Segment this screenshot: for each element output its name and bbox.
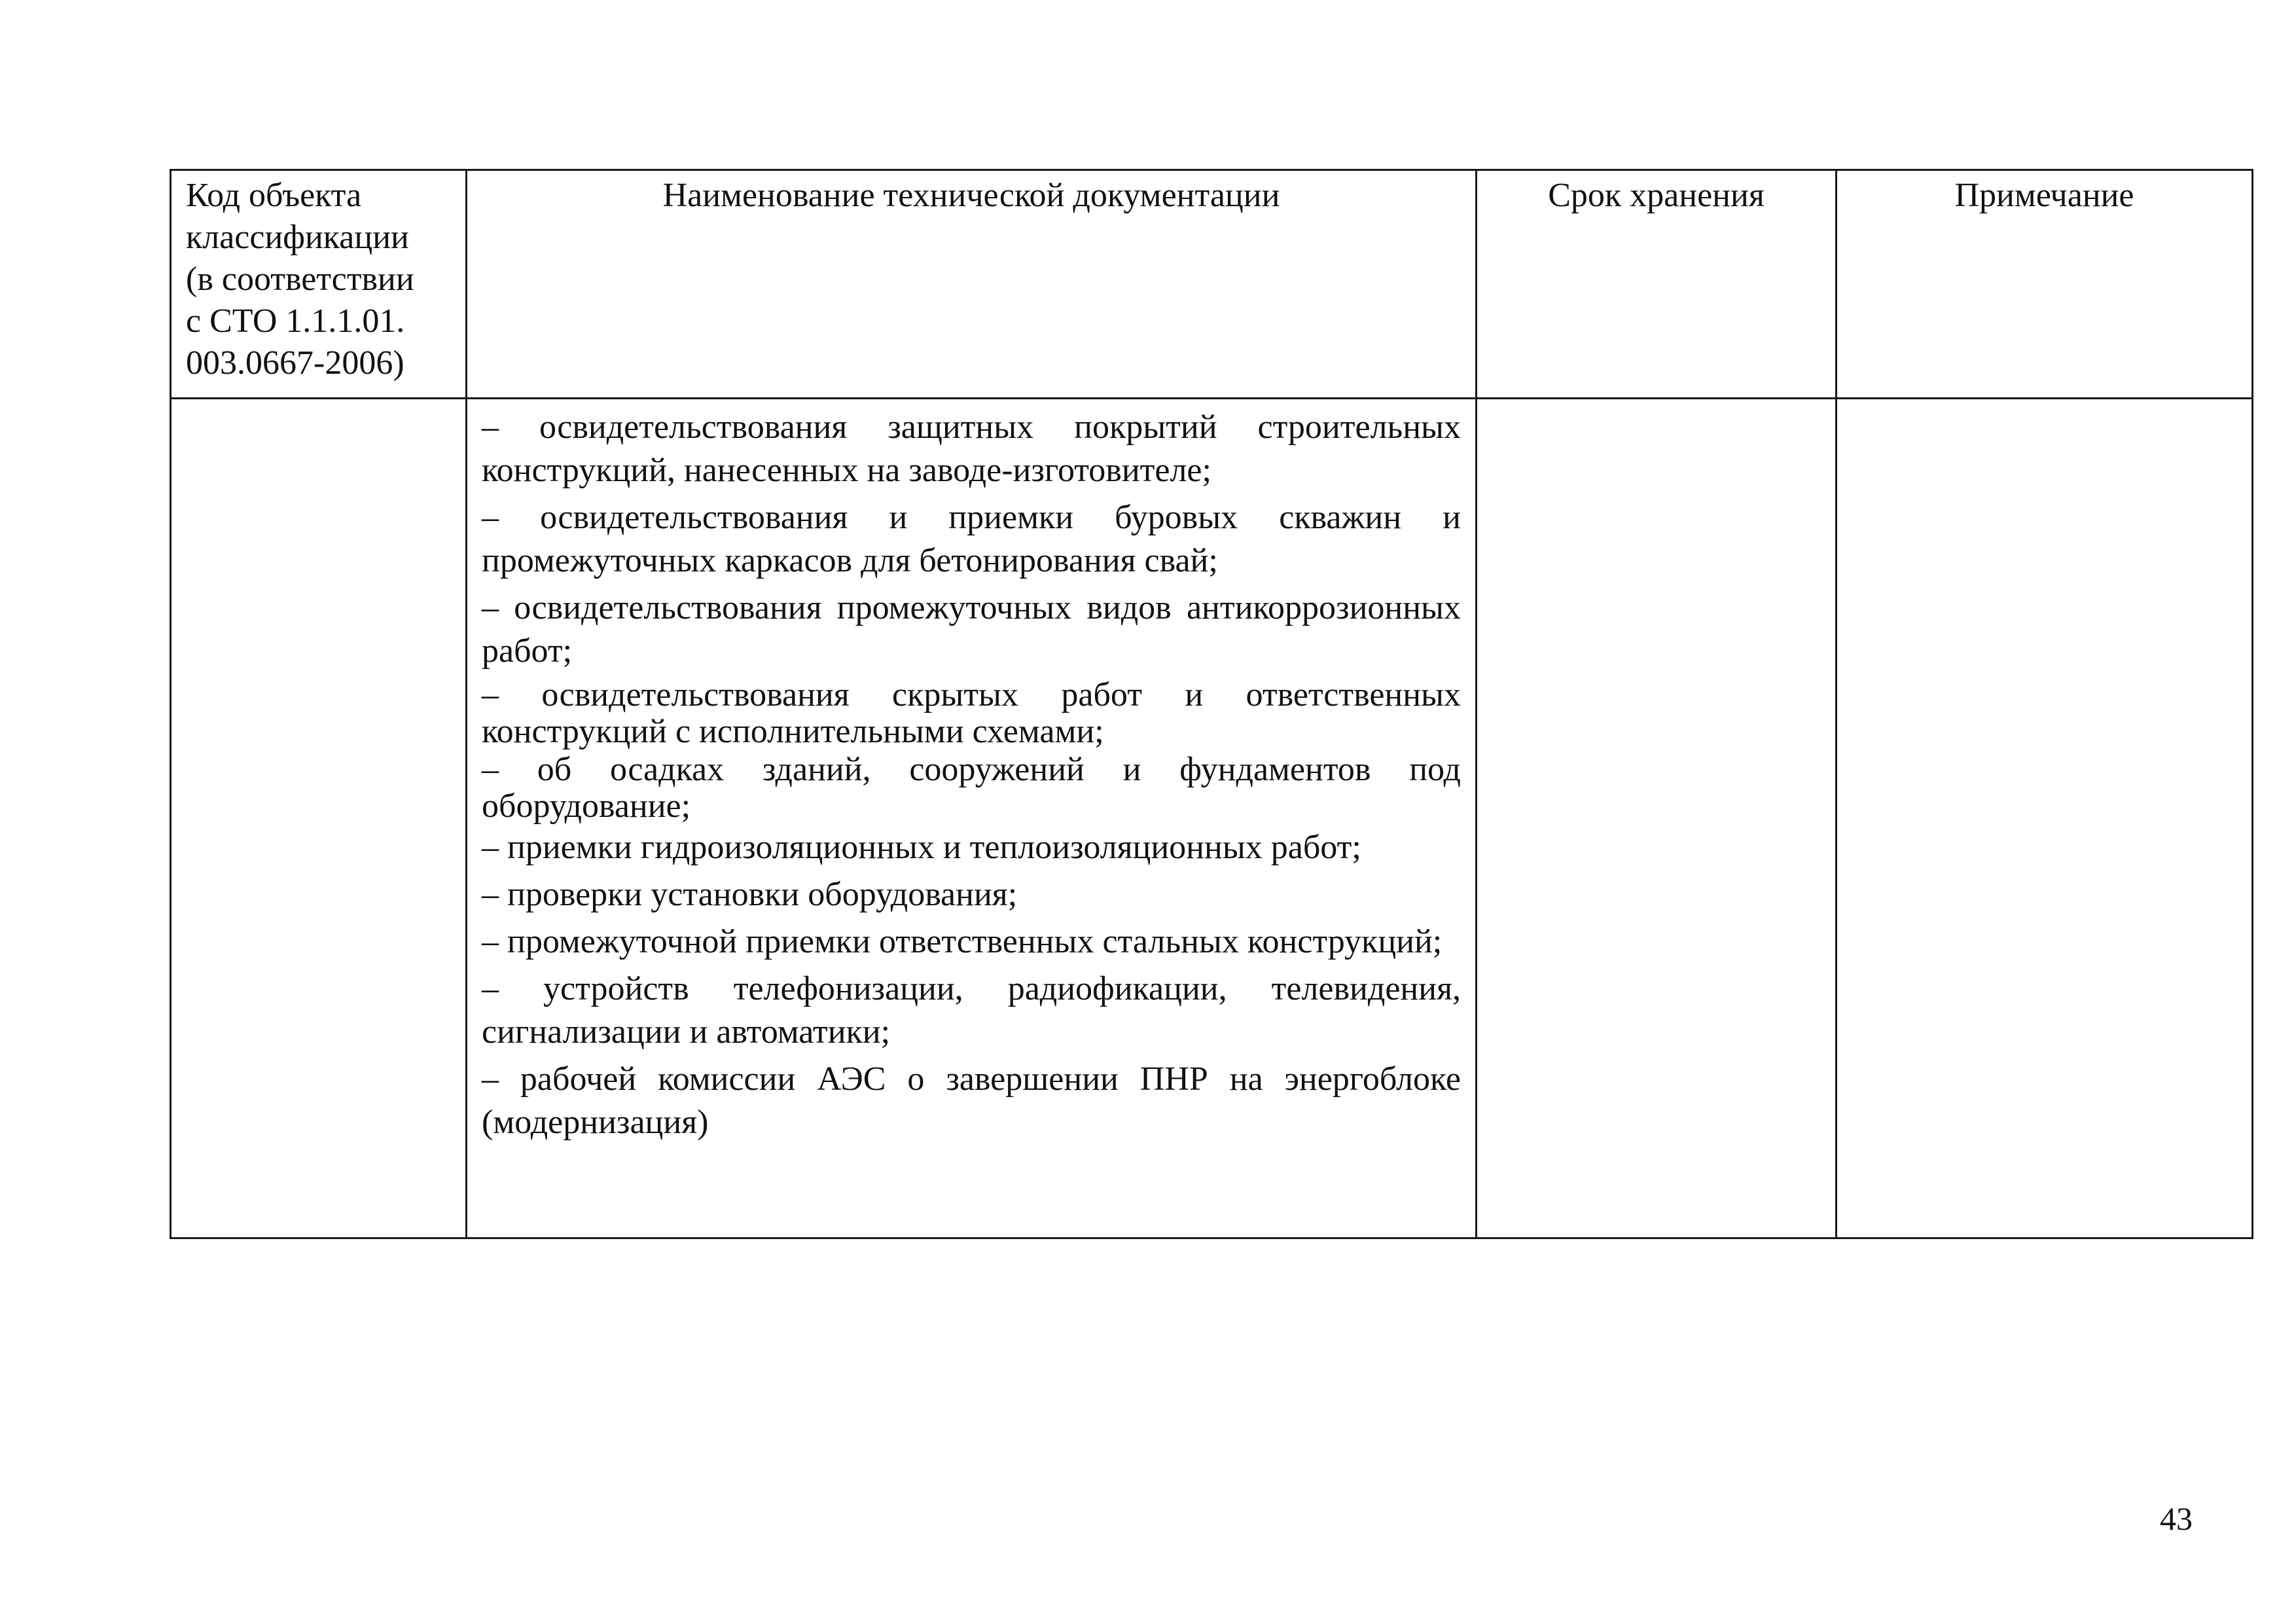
header-classification-code: Код объекта классификации (в соответствии с СТО 1.1.1.01. 003.0667-2006) (171, 170, 467, 399)
page-number: 43 (2160, 1500, 2193, 1537)
list-item: – об осадках зданий, сооружений и фундаментов под оборудование; (482, 751, 1461, 825)
cell-storage-period (1477, 399, 1837, 1238)
list-item: – промежуточной приемки ответственных стальных конструкций; (482, 923, 1443, 960)
list-item: – освидетельствования скрытых работ и ответственных конструкций с исполнительными схемами; (482, 676, 1461, 750)
list-item: – рабочей комиссии АЭС о завершении ПНР на энергоблоке (модернизация) (482, 1060, 1461, 1141)
list-item: – устройств телефонизации, радиофикации, телевидения, сигнализации и автоматики; (482, 970, 1461, 1051)
table-header-row (171, 170, 2253, 399)
header-note: Примечание (1837, 170, 2253, 399)
list-item: – освидетельствования защитных покрытий строительных конструкций, нанесенных на заводе-изготовителе; (482, 408, 1461, 489)
documentation-table (170, 169, 2253, 1239)
cell-note (1837, 399, 2253, 1238)
list-item: – освидетельствования промежуточных видов антикоррозионных работ; (482, 589, 1461, 670)
table-row (171, 399, 2253, 1238)
cell-documentation-list (467, 399, 1477, 1238)
list-item: – освидетельствования и приемки буровых скважин и промежуточных каркасов для бетонирования свай; (482, 499, 1461, 579)
list-item: – приемки гидроизоляционных и теплоизоляционных работ; (482, 829, 1361, 866)
header-documentation-name: Наименование технической документации (467, 170, 1477, 399)
cell-classification-code (171, 399, 467, 1238)
header-storage-period: Срок хранения (1477, 170, 1837, 399)
list-item: – проверки установки оборудования; (482, 876, 1018, 913)
